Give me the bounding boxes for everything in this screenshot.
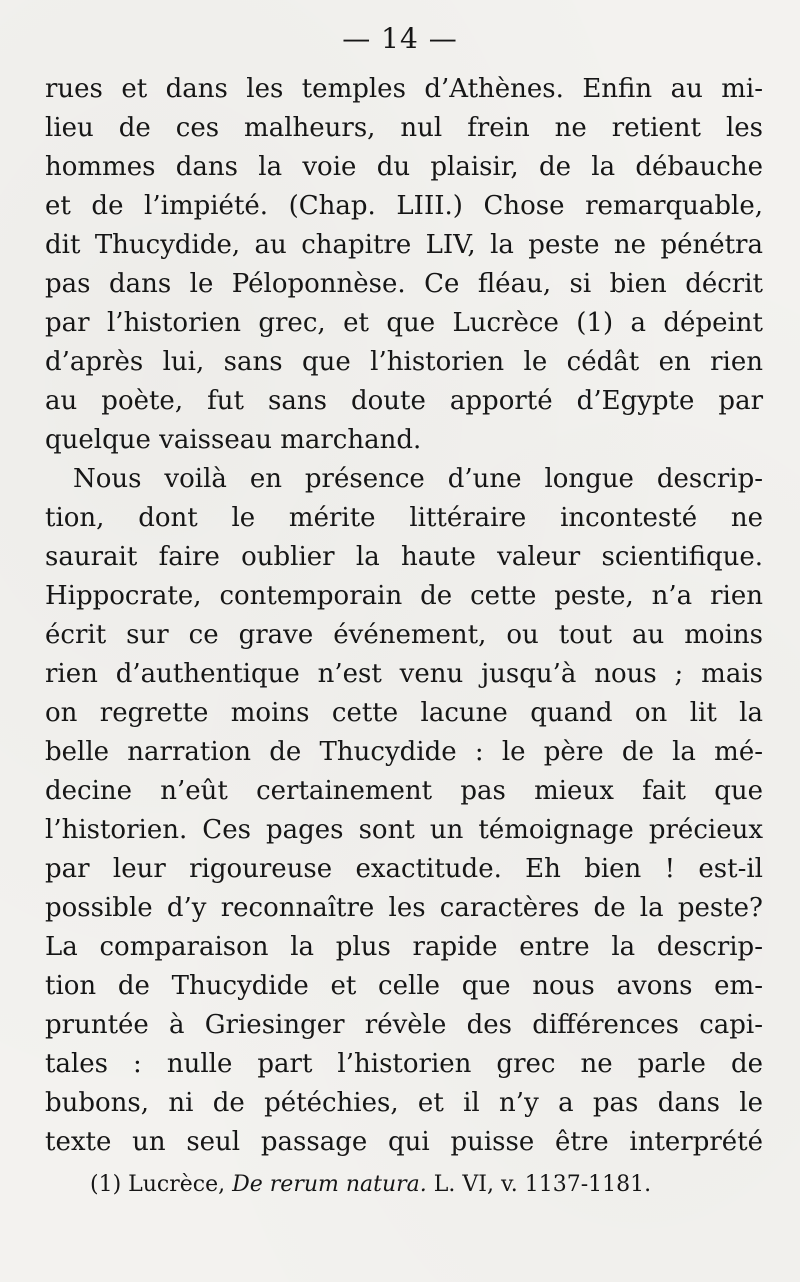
text-line: écrit sur ce grave événement, ou tout au moins <box>45 620 763 650</box>
text-line: dit Thucydide, au chapitre LIV, la peste ne pénétra <box>45 230 763 260</box>
text-line: rien d’authentique n’est venu jusqu’à nous ; mais <box>45 659 763 689</box>
text-line: et de l’impiété. (Chap. LIII.) Chose remarquable, <box>45 191 763 221</box>
text-line: texte un seul passage qui puisse être interprété <box>45 1127 763 1157</box>
text-line: tion, dont le mérite littéraire incontesté ne <box>45 503 763 533</box>
text-line: on regrette moins cette lacune quand on lit la <box>45 698 763 728</box>
text-line: saurait faire oublier la haute valeur scientifique. <box>45 542 763 572</box>
text-line: Hippocrate, contemporain de cette peste, n’a rien <box>45 581 763 611</box>
footnote <box>90 1170 730 1200</box>
text-line: pas dans le Péloponnèse. Ce fléau, si bien décrit <box>45 269 763 299</box>
text-line: hommes dans la voie du plaisir, de la débauche <box>45 152 763 182</box>
footnote-marker: (1) Lucrèce, <box>90 1172 226 1197</box>
text-line: belle narration de Thucydide : le père de la mé- <box>45 737 763 767</box>
footnote-title: De rerum natura. <box>232 1172 427 1197</box>
paragraph-start-line: Nous voilà en présence d’une longue descrip- <box>73 464 763 494</box>
text-line: par l’historien grec, et que Lucrèce (1) a dépeint <box>45 308 763 338</box>
text-line: pruntée à Griesinger révèle des différences capi- <box>45 1010 763 1040</box>
text-line: l’historien. Ces pages sont un témoignage précieux <box>45 815 763 845</box>
text-line: tales : nulle part l’historien grec ne parle de <box>45 1049 763 1079</box>
text-line: La comparaison la plus rapide entre la descrip- <box>45 932 763 962</box>
text-line: tion de Thucydide et celle que nous avons em- <box>45 971 763 1001</box>
page-number: — 14 — <box>342 22 458 55</box>
text-line: d’après lui, sans que l’historien le cédât en rien <box>45 347 763 377</box>
text-line: par leur rigoureuse exactitude. Eh bien ! est-il <box>45 854 763 884</box>
text-line: lieu de ces malheurs, nul frein ne retient les <box>45 113 763 143</box>
text-line: decine n’eût certainement pas mieux fait que <box>45 776 763 806</box>
paragraph-end-line: quelque vaisseau marchand. <box>45 425 422 455</box>
text-line: rues et dans les temples d’Athènes. Enfin au mi- <box>45 74 763 104</box>
footnote-reference: L. VI, v. 1137-1181. <box>433 1172 652 1197</box>
text-line: bubons, ni de pétéchies, et il n’y a pas dans le <box>45 1088 763 1118</box>
text-line: au poète, fut sans doute apporté d’Egypte par <box>45 386 763 416</box>
text-line: possible d’y reconnaître les caractères de la peste? <box>45 893 763 923</box>
body-text <box>45 70 763 1162</box>
